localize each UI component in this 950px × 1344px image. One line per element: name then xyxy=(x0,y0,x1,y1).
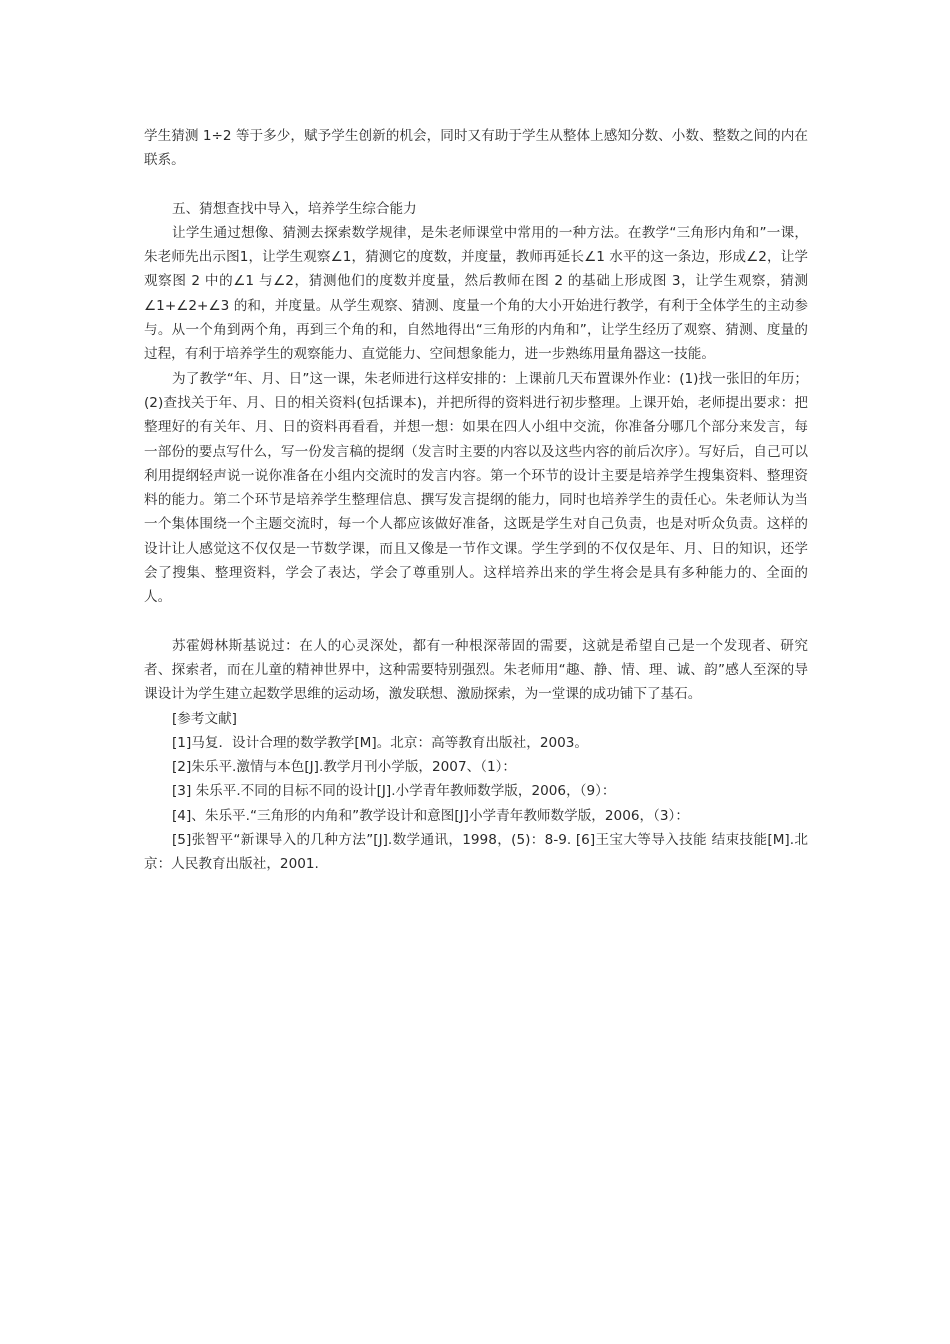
reference-item-2: [2]朱乐平.激情与本色[J].教学月刊小学版，2007、（1）： xyxy=(172,759,517,776)
paragraph-sukhomlinsky: 苏霍姆林斯基说过：在人的心灵深处，都有一种根深蒂固的需要，这就是希望自己是一个发现者、研究者、探索者，而在儿童的精神世界中，这种需要特别强烈。朱老师用“趣、静、情、理、诚、韵”感人至深的导课设计为学生建立起数学思维的运动场，激发联想、激励探索，为一堂课的成功铺下了基石。 xyxy=(144,637,808,703)
section-heading-5: 五、猜想查找中导入，培养学生综合能力 xyxy=(172,200,417,217)
paragraph-gap xyxy=(144,173,808,197)
reference-item-3: [3] 朱乐平.不同的目标不同的设计[J].小学青年教师数学版，2006，（9）： xyxy=(172,783,616,800)
reference-item-1: [1]马复．设计合理的数学教学[M]。北京：高等教育出版社，2003。 xyxy=(172,734,589,751)
paragraph-triangle-angles: 让学生通过想像、猜测去探索数学规律，是朱老师课堂中常用的一种方法。在教学“三角形内角和”一课，朱老师先出示图1，让学生观察∠1，猜测它的度数，并度量，教师再延长∠1 水平的这一条边，形成∠2，让学观察图 2 中的∠1 与∠2，猜测他们的度数并度量，然后教师在图 2 的基础上形成图 3，让学生观察，猜测∠1+∠2+∠3 的和，并度量。从学生观察、猜测、度量一个角的大小开始进行教学，有利于全体学生的主动参与。从一个角到两个角，再到三个角的和，自然地得出“三角形的内角和”，让学生经历了观察、猜测、度量的过程，有利于培养学生的观察能力、直觉能力、空间想象能力，进一步熟练用量角器这一技能。 xyxy=(144,224,808,363)
paragraph-gap xyxy=(144,610,808,634)
paragraph-year-month-day: 为了教学“年、月、日”这一课，朱老师进行这样安排的：上课前几天布置课外作业：(1)找一张旧的年历；(2)查找关于年、月、日的相关资料(包括课本)，并把所得的资料进行初步整理。上课开始，老师提出要求：把整理好的有关年、月、日的资料再看看，并想一想：如果在四人小组中交流，你准备分哪几个部分来发言，每一部份的要点写什么，写一份发言稿的提纲（发言时主要的内容以及这些内容的前后次序）。写好后，自己可以利用提纲轻声说一说你准备在小组内交流时的发言内容。第一个环节的设计主要是培养学生搜集资料、整理资料的能力。第二个环节是培养学生整理信息、撰写发言提纲的能力，同时也培养学生的责任心。朱老师认为当一个集体围绕一个主题交流时，每一个人都应该做好准备，这既是学生对自己负责，也是对听众负责。这样的设计让人感觉这不仅仅是一节数学课，而且又像是一节作文课。学生学到的不仅仅是年、月、日的知识，还学会了搜集、整理资料，学会了表达，学会了尊重别人。这样培养出来的学生将会是具有多种能力的、全面的人。 xyxy=(144,370,808,606)
paragraph-intro-continuation: 学生猜测 1÷2 等于多少，赋予学生创新的机会，同时又有助于学生从整体上感知分数、小数、整数之间的内在联系。 xyxy=(144,128,808,169)
reference-item-5: [5]张智平“新课导入的几种方法”[J].数学通讯，1998，(5)：8-9. [6]王宝大等导入技能 结束技能[M].北京：人民教育出版社，2001. xyxy=(144,832,808,873)
document-body xyxy=(144,124,808,877)
reference-item-4: [4]、朱乐平.“三角形的内角和”教学设计和意图[J]小学青年教师数学版，2006，（3）： xyxy=(172,807,689,824)
references-title: [参考文献] xyxy=(172,710,237,727)
